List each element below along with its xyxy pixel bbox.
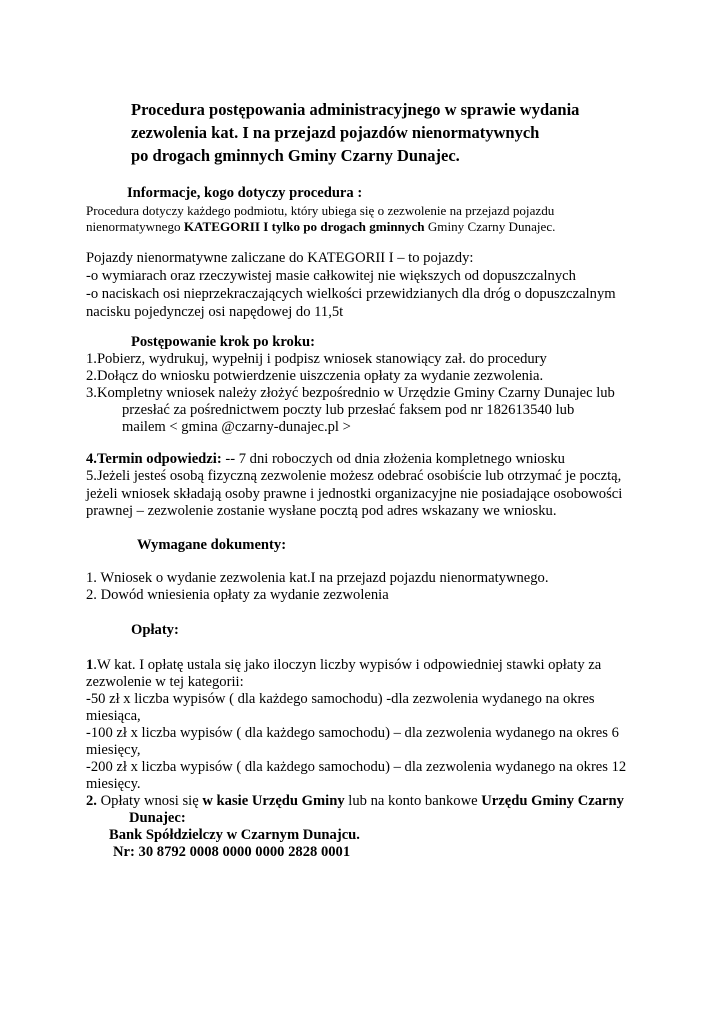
title-line-3: po drogach gminnych Gminy Czarny Dunajec. <box>131 146 460 165</box>
bank-account-number: Nr: 30 8792 0008 0000 0000 2828 0001 <box>113 844 351 860</box>
info-heading: Informacje, kogo dotyczy procedura : <box>127 185 363 201</box>
documents-heading: Wymagane dokumenty: <box>137 537 287 553</box>
fee-rate-2-line-1: -100 zł x liczba wypisów ( dla każdego samochodu) – dla zezwolenia wydanego na okres 6 <box>86 725 619 741</box>
document-2: 2. Dowód wniesienia opłaty za wydanie zezwolenia <box>86 587 389 603</box>
vehicles-line-4: nacisku pojedynczej osi napędowej do 11,5t <box>86 304 344 320</box>
fee-rate-1-line-1: -50 zł x liczba wypisów ( dla każdego samochodu) -dla zezwolenia wydanego na okres <box>86 691 595 707</box>
info-line-1: Procedura dotyczy każdego podmiotu, który ubiega się o zezwolenie na przejazd pojazdu <box>86 203 555 218</box>
fees-point-2-line-2: Dunajec: <box>129 810 186 826</box>
step-3-line-1: 3.Kompletny wniosek należy złożyć bezpośrednio w Urzędzie Gminy Czarny Dunajec lub <box>86 385 615 401</box>
fees-point-1-line-1: 1.W kat. I opłatę ustala się jako iloczyn liczby wypisów i odpowiedniej stawki opłaty za <box>86 657 602 673</box>
step-3-line-2: przesłać za pośrednictwem poczty lub przesłać faksem pod nr 182613540 lub <box>122 402 575 418</box>
step-3-line-3: mailem < gmina @czarny-dunajec.pl > <box>122 419 351 435</box>
fee-rate-1-line-2: miesiąca, <box>86 708 141 724</box>
title-line-2: zezwolenia kat. I na przejazd pojazdów nienormatywnych <box>131 123 540 142</box>
step-2: 2.Dołącz do wniosku potwierdzenie uiszczenia opłaty za wydanie zezwolenia. <box>86 368 544 384</box>
title-line-1: Procedura postępowania administracyjnego w sprawie wydania <box>131 100 580 119</box>
document-1: 1. Wniosek o wydanie zezwolenia kat.I na przejazd pojazdu nienormatywnego. <box>86 570 549 586</box>
fees-point-2-line-1: 2. Opłaty wnosi się w kasie Urzędu Gminy lub na konto bankowe Urzędu Gminy Czarny <box>86 793 624 809</box>
fee-rate-2-line-2: miesięcy, <box>86 742 141 758</box>
fees-heading: Opłaty: <box>131 622 179 638</box>
steps-heading: Postępowanie krok po kroku: <box>131 334 315 350</box>
fee-rate-3-line-2: miesięcy. <box>86 776 141 792</box>
step-5-line-2: jeżeli wniosek składają osoby prawne i jednostki organizacyjne nie posiadające osobowości <box>86 486 623 502</box>
step-4: 4.Termin odpowiedzi: -- 7 dni roboczych od dnia złożenia kompletnego wniosku <box>86 451 565 467</box>
fee-rate-3-line-1: -200 zł x liczba wypisów ( dla każdego samochodu) – dla zezwolenia wydanego na okres 12 <box>86 759 627 775</box>
info-line-2: nienormatywnego KATEGORII I tylko po drogach gminnych Gminy Czarny Dunajec. <box>86 219 556 234</box>
fees-point-1-line-2: zezwolenie w tej kategorii: <box>86 674 244 690</box>
vehicles-line-2: -o wymiarach oraz rzeczywistej masie całkowitej nie większych od dopuszczalnych <box>86 268 576 284</box>
step-5-line-1: 5.Jeżeli jesteś osobą fizyczną zezwolenie możesz odebrać osobiście lub otrzymać je pocztą, <box>86 468 622 484</box>
step-1: 1.Pobierz, wydrukuj, wypełnij i podpisz wniosek stanowiący zał. do procedury <box>86 351 547 367</box>
bank-name: Bank Spółdzielczy w Czarnym Dunajcu. <box>109 827 360 843</box>
vehicles-line-1: Pojazdy nienormatywne zaliczane do KATEGORII I – to pojazdy: <box>86 250 474 266</box>
vehicles-line-3: -o naciskach osi nieprzekraczających wielkości przewidzianych dla dróg o dopuszczalnym <box>86 286 616 302</box>
step-5-line-3: prawnej – zezwolenie zostanie wysłane pocztą pod adres wskazany we wniosku. <box>86 503 557 519</box>
